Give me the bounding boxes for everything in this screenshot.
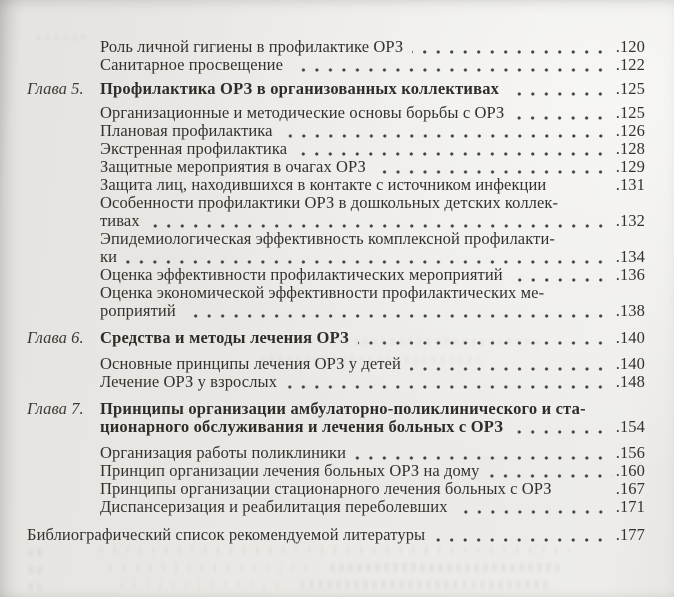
page-number: .154	[615, 417, 645, 436]
dot-leader	[147, 212, 615, 230]
entry-title: Принцип организации лечения больных ОРЗ на дому	[100, 461, 480, 480]
toc-entry-row	[27, 444, 645, 462]
toc-entry-row	[27, 480, 645, 498]
bleed-through-line	[300, 580, 550, 589]
entry-title: Организация работы поликлиники	[100, 443, 347, 462]
page-number: .177	[615, 525, 645, 544]
toc-entry-row	[27, 498, 645, 516]
toc-entry-row	[27, 373, 645, 391]
page-number: .140	[615, 354, 645, 373]
entry-title: Роль личной гигиены в профилактике ОРЗ	[100, 37, 404, 56]
page-number: .126	[615, 121, 645, 140]
entry-title: Оценка эффективности профилактических мероприятий	[100, 265, 503, 284]
entry-title: Экстренная профилактика	[100, 139, 288, 158]
dot-leader	[294, 140, 615, 158]
dot-leader	[373, 158, 615, 176]
chapter-label: Глава 6.	[27, 328, 84, 347]
dot-leader	[124, 248, 615, 266]
toc-entry-row	[27, 194, 645, 212]
chapter-label: Глава 5.	[27, 79, 84, 98]
entry-title: Особенности профилактики ОРЗ в дошкольных детских коллек-	[100, 193, 559, 212]
bleed-through-line	[100, 546, 570, 554]
bleed-through-line	[28, 583, 42, 591]
dot-leader	[455, 498, 615, 516]
entry-title: Оценка экономической эффективности профилактических ме-	[100, 283, 545, 302]
dot-leader	[290, 56, 615, 74]
entry-title: Защитные мероприятия в очагах ОРЗ	[100, 157, 366, 176]
dot-leader	[356, 329, 615, 347]
entry-title: Средства и методы лечения ОРЗ	[100, 328, 349, 347]
page-number: .160	[615, 461, 645, 480]
toc-entry-row	[27, 248, 645, 266]
entry-title: Основные принципы лечения ОРЗ у детей	[100, 354, 401, 373]
entry-title: ки	[100, 247, 118, 266]
page-number: .120	[615, 37, 645, 56]
page-number: .134	[615, 247, 645, 266]
page-number: .140	[615, 328, 645, 347]
entry-title: Принципы организации стационарного лечения больных с ОРЗ	[100, 479, 552, 498]
bleed-through-line	[28, 566, 44, 574]
entry-title: Библиографический список рекомендуемой литературы	[27, 525, 426, 544]
page-number: .128	[615, 139, 645, 158]
page-number: .122	[615, 55, 645, 74]
bleed-through-line	[120, 581, 290, 589]
entry-title: Защита лиц, находившихся в контакте с источником инфекции	[100, 175, 547, 194]
bleed-through-line	[110, 564, 320, 572]
page-number: .156	[615, 443, 645, 462]
dot-leader	[510, 266, 615, 284]
bleed-through-line	[28, 549, 44, 557]
dot-leader	[410, 38, 615, 56]
page-number: .167	[615, 479, 645, 498]
toc-entry-row	[27, 176, 645, 194]
page-number: .138	[615, 301, 645, 320]
toc-entry-row	[27, 526, 645, 544]
entry-title: Эпидемиологическая эффективность комплексной профилакти-	[100, 229, 555, 248]
entry-title: Принципы организации амбулаторно-поликлинического и ста-	[100, 399, 586, 418]
toc-entry-row	[27, 104, 645, 122]
toc-entry-row	[27, 158, 645, 176]
dot-leader	[408, 355, 615, 373]
dot-leader	[510, 418, 615, 436]
entry-title: Лечение ОРЗ у взрослых	[100, 372, 278, 391]
entry-title: тивах	[100, 211, 140, 230]
page-number: .136	[615, 265, 645, 284]
dot-leader	[353, 444, 615, 462]
page-number: .129	[615, 157, 645, 176]
toc-entry-row	[27, 284, 645, 302]
dot-leader	[183, 302, 615, 320]
entry-title: Санитарное просвещение	[100, 55, 283, 74]
page-number: .131	[615, 175, 645, 194]
entry-title: Организационные и методические основы борьбы с ОРЗ	[100, 103, 505, 122]
dot-leader	[506, 80, 615, 98]
bleed-through-line	[330, 563, 560, 572]
toc-chapter-row	[27, 418, 645, 436]
page-number: .148	[615, 372, 645, 391]
page-number: .171	[615, 497, 645, 516]
toc-entry-row	[27, 302, 645, 320]
page-number: .132	[615, 211, 645, 230]
dot-leader	[432, 526, 614, 544]
toc-entry-row	[27, 38, 645, 56]
toc-entry-row	[27, 212, 645, 230]
dot-leader	[284, 373, 615, 391]
entry-title: Профилактика ОРЗ в организованных коллективах	[100, 79, 500, 98]
dot-leader	[486, 462, 614, 480]
toc-chapter-row	[27, 400, 645, 418]
chapter-label: Глава 7.	[27, 399, 84, 418]
toc-entry-row	[27, 56, 645, 74]
entry-title: роприятий	[100, 301, 176, 320]
dot-leader	[511, 104, 614, 122]
toc-entry-row	[27, 462, 645, 480]
toc-chapter-row	[27, 80, 645, 98]
toc-entry-row	[27, 140, 645, 158]
page-number: .125	[615, 79, 645, 98]
entry-title: Диспансеризация и реабилитация переболевших	[100, 497, 448, 516]
toc-entry-row	[27, 266, 645, 284]
entry-title: ционарного обслуживания и лечения больных с ОРЗ	[100, 417, 504, 436]
dot-leader	[280, 122, 615, 140]
toc-chapter-row	[27, 329, 645, 347]
page-number: .125	[615, 103, 645, 122]
toc-entry-row	[27, 122, 645, 140]
toc-entry-row	[27, 230, 645, 248]
entry-title: Плановая профилактика	[100, 121, 273, 140]
toc-entry-row	[27, 355, 645, 373]
